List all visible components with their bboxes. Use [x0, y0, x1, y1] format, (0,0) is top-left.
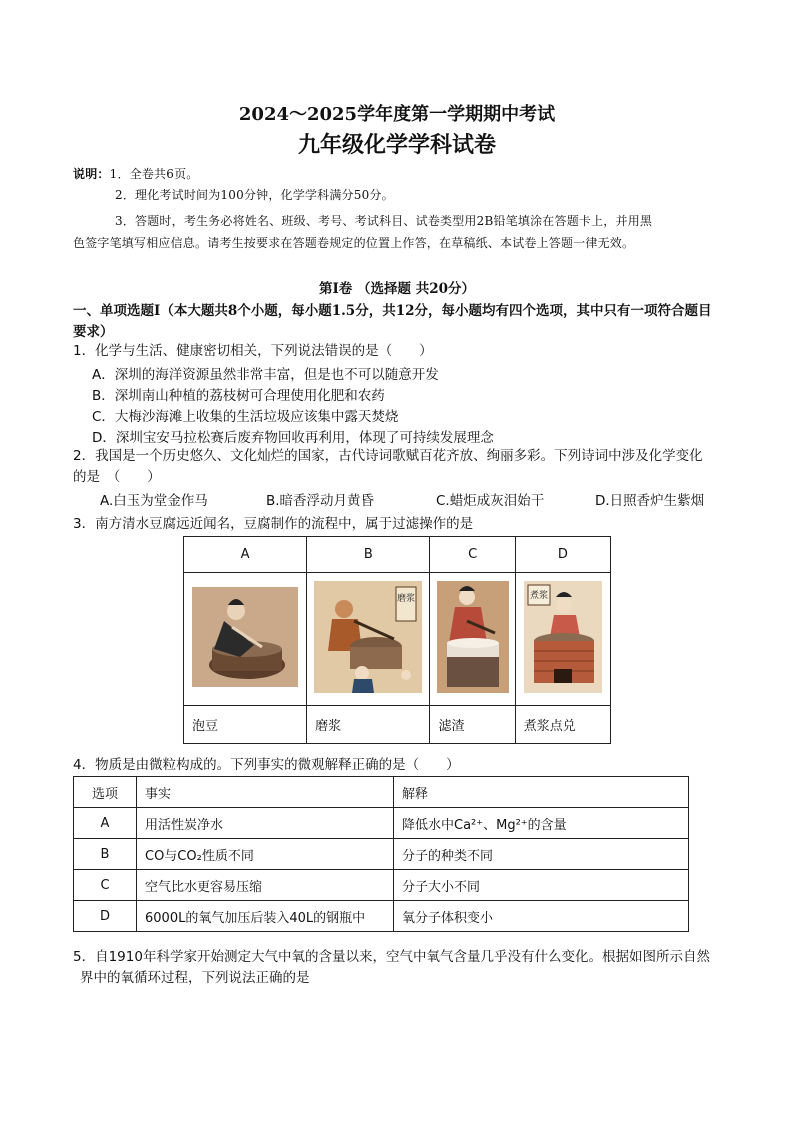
q2-option-d: D.日照香炉生紫烟 — [595, 493, 705, 509]
q3-image-cell-b — [307, 573, 430, 706]
q3-label-b: 磨浆 — [307, 706, 430, 744]
q1-option-d: D．深圳宝安马拉松赛后废弃物回收再利用，体现了可持续发展理念 — [92, 430, 494, 446]
q4-table — [73, 776, 689, 932]
q3-image-cell-d — [515, 573, 610, 706]
q1-option-c: C．大梅沙海滩上收集的生活垃圾应该集中露天焚烧 — [92, 409, 399, 425]
table-row — [74, 901, 689, 932]
notes-label: 说明： — [73, 167, 110, 181]
q5-stem-line1: 5．自1910年科学家开始测定大气中氧的含量以来，空气中氧气含量几乎没有什么变化。根据如图所示自然 — [73, 949, 710, 965]
table-row — [74, 808, 689, 839]
q1-stem: 1．化学与生活、健康密切相关，下列说法错误的是（ ） — [73, 343, 433, 359]
q4-row-b-option: B — [74, 839, 137, 870]
grinding-image-label: 磨浆 — [397, 594, 416, 604]
q4-row-d-option: D — [74, 901, 137, 932]
q4-row-b-explain: 分子的种类不同 — [394, 839, 689, 870]
note-1: 1．全卷共6页。 — [109, 167, 199, 181]
q5-stem-line2: 界中的氧循环过程，下列说法正确的是 — [80, 970, 310, 986]
q2-stem-line1: 2．我国是一个历史悠久、文化灿烂的国家，古代诗词歌赋百花齐放、绚丽多彩。下列诗词中涉及化学变化 — [73, 448, 703, 464]
q3-header-a: A — [184, 537, 307, 573]
q3-label-a: 泡豆 — [184, 706, 307, 744]
boiling-image-label: 煮浆 — [529, 591, 548, 601]
q4-row-c-option: C — [74, 870, 137, 901]
q2-option-b: B.暗香浮动月黄昏 — [266, 493, 375, 509]
table-row — [74, 870, 689, 901]
q4-header-option: 选项 — [74, 777, 137, 808]
notes — [73, 166, 198, 182]
table-row — [74, 839, 689, 870]
q3-header-c: C — [430, 537, 515, 573]
q4-header-fact: 事实 — [137, 777, 394, 808]
q4-header-explain: 解释 — [394, 777, 689, 808]
q3-image-cell-c — [430, 573, 515, 706]
q1-option-b: B．深圳南山种植的荔枝树可合理使用化肥和农药 — [92, 388, 385, 404]
part1-heading: 第Ⅰ卷 （选择题 共20分） — [318, 281, 475, 297]
q4-row-a-fact: 用活性炭净水 — [137, 808, 394, 839]
q4-stem: 4．物质是由微粒构成的。下列事实的微观解释正确的是（ ） — [73, 757, 460, 773]
q3-header-d: D — [515, 537, 610, 573]
q3-header-b: B — [307, 537, 430, 573]
exam-subtitle: 九年级化学学科试卷 — [297, 132, 496, 158]
q3-label-d: 煮浆点兑 — [515, 706, 610, 744]
q1-option-a: A．深圳的海洋资源虽然非常丰富，但是也不可以随意开发 — [92, 367, 439, 383]
filtering-image — [437, 581, 509, 693]
q3-image-cell-a — [184, 573, 307, 706]
q4-row-a-explain: 降低水中Ca²⁺、Mg²⁺的含量 — [394, 808, 689, 839]
q4-row-c-explain: 分子大小不同 — [394, 870, 689, 901]
q4-row-c-fact: 空气比水更容易压缩 — [137, 870, 394, 901]
section-heading-line2: 要求） — [73, 324, 114, 340]
q4-row-d-fact: 6000L的氧气加压后装入40L的钢瓶中 — [137, 901, 394, 932]
q2-stem-line2: 的是 （ ） — [73, 469, 161, 485]
q2-option-a: A.白玉为堂金作马 — [100, 493, 208, 509]
soaking-beans-image — [192, 587, 298, 687]
q2-option-c: C.蜡炬成灰泪始干 — [436, 493, 545, 509]
q4-row-a-option: A — [74, 808, 137, 839]
q4-row-d-explain: 氧分子体积变小 — [394, 901, 689, 932]
q3-label-c: 滤渣 — [430, 706, 515, 744]
note-3-line2: 色签字笔填写相应信息。请考生按要求在答题卷规定的位置上作答，在草稿纸、本试卷上答题一律无效。 — [73, 236, 635, 250]
grinding-image — [314, 581, 422, 693]
q4-row-b-fact: CO与CO₂性质不同 — [137, 839, 394, 870]
exam-title: 2024～2025学年度第一学期期中考试 — [238, 104, 556, 125]
note-3-line1: 3．答题时，考生务必将姓名、班级、考号、考试科目、试卷类型用2B铅笔填涂在答题卡上，并用黑 — [115, 214, 653, 228]
section-heading-line1: 一、单项选题Ⅰ（本大题共8个小题，每小题1.5分，共12分，每小题均有四个选项，其中只有一项符合题目 — [73, 303, 712, 319]
q3-table — [183, 536, 611, 744]
note-2: 2．理化考试时间为100分钟，化学学科满分50分。 — [115, 188, 394, 202]
boiling-image — [524, 581, 602, 693]
q3-stem: 3．南方清水豆腐远近闻名，豆腐制作的流程中，属于过滤操作的是 — [73, 516, 474, 532]
